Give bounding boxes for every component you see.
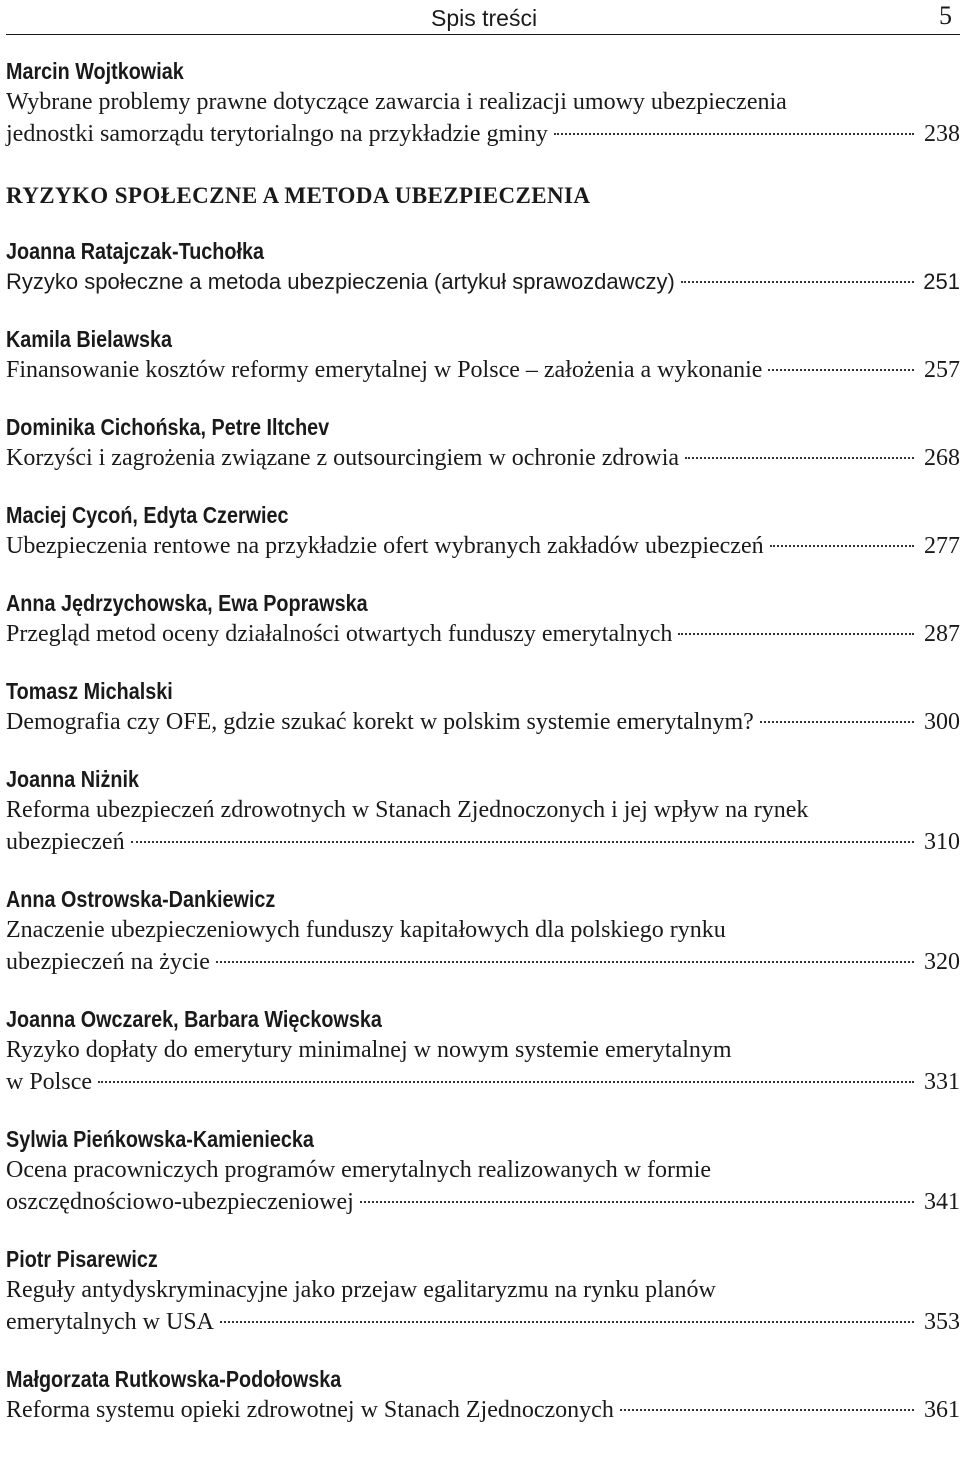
dot-leader: [360, 1201, 914, 1203]
entry-author: Joanna Niżnik: [6, 766, 140, 792]
entry-title-line: Demografia czy OFE, gdzie szukać korekt w polskim systemie emerytalnym?: [6, 709, 754, 735]
entry-title-line: Wybrane problemy prawne dotyczące zawarcia i realizacji umowy ubezpieczenia: [6, 89, 787, 115]
entry-title-line: w Polsce: [6, 1069, 92, 1095]
entry-title-line: oszczędnościowo-ubezpieczeniowej: [6, 1189, 354, 1215]
section-heading: RYZYKO SPOŁECZNE A METODA UBEZPIECZENIA: [6, 183, 591, 208]
entry-author: Kamila Bielawska: [6, 326, 173, 352]
entry-page-number: 238: [924, 121, 960, 147]
entry-title-line: jednostki samorządu terytorialngo na przykładzie gminy: [6, 121, 548, 147]
entry-title-line: Ocena pracowniczych programów emerytalnych realizowanych w formie: [6, 1157, 712, 1183]
dot-leader: [678, 633, 914, 635]
entry-title-line: emerytalnych w USA: [6, 1309, 214, 1335]
toc-entries: [6, 35, 960, 1426]
section-block: [6, 180, 960, 211]
entry-page-number: 341: [924, 1189, 960, 1215]
dot-leader: [620, 1409, 914, 1411]
entry-title-row: [6, 266, 960, 298]
entry-title-row: [6, 1394, 960, 1426]
dot-leader: [220, 1321, 914, 1323]
entry-author: Anna Jędrzychowska, Ewa Poprawska: [6, 590, 368, 616]
entry-title-line: Finansowanie kosztów reformy emerytalnej w Polsce – założenia a wykonanie: [6, 357, 763, 383]
entry-author: Marcin Wojtkowiak: [6, 58, 184, 84]
entry-title-row: [6, 1066, 960, 1098]
dot-leader: [685, 457, 914, 459]
entry-title-line: Przegląd metod oceny działalności otwartych funduszy emerytalnych: [6, 621, 673, 647]
entry-title-row: [6, 1306, 960, 1338]
toc-entry: [6, 676, 960, 738]
entry-author: Małgorzata Rutkowska-Podołowska: [6, 1366, 342, 1392]
toc-entry: [6, 500, 960, 562]
entry-title-row: [6, 1186, 960, 1218]
entry-title-row: [6, 618, 960, 650]
toc-entry: [6, 884, 960, 978]
entry-author: Dominika Cichońska, Petre Iltchev: [6, 414, 330, 440]
entry-page-number: 251: [923, 269, 960, 294]
toc-page: [6, 0, 960, 1452]
dot-leader: [770, 545, 914, 547]
entry-page-number: 320: [924, 949, 960, 975]
entry-page-number: 257: [924, 357, 960, 383]
toc-entry: [6, 764, 960, 858]
entry-title-line: ubezpieczeń na życie: [6, 949, 210, 975]
toc-entry: [6, 324, 960, 386]
entry-page-number: 331: [924, 1069, 960, 1095]
entry-page-number: 268: [924, 445, 960, 471]
toc-entry: [6, 412, 960, 474]
toc-entry: [6, 588, 960, 650]
dot-leader: [216, 961, 914, 963]
entry-author: Sylwia Pieńkowska-Kamieniecka: [6, 1126, 314, 1152]
dot-leader: [98, 1081, 914, 1083]
entry-page-number: 300: [924, 709, 960, 735]
entry-title-line: Ubezpieczenia rentowe na przykładzie ofert wybranych zakładów ubezpieczeń: [6, 533, 764, 559]
entry-author: Joanna Owczarek, Barbara Więckowska: [6, 1006, 382, 1032]
toc-entry: [6, 1244, 960, 1338]
dot-leader: [554, 133, 914, 135]
toc-entry: [6, 1364, 960, 1426]
entry-title-row: [6, 826, 960, 858]
entry-title-row: [6, 442, 960, 474]
page-header: [6, 0, 960, 35]
running-head-title: Spis treści: [431, 5, 538, 31]
running-head-page-number: 5: [939, 1, 952, 30]
entry-page-number: 310: [924, 829, 960, 855]
entry-title-row: [6, 530, 960, 562]
dot-leader: [681, 281, 914, 283]
entry-title-line: ubezpieczeń: [6, 829, 125, 855]
entry-author: Anna Ostrowska-Dankiewicz: [6, 886, 276, 912]
entry-title-line: Znaczenie ubezpieczeniowych funduszy kapitałowych dla polskiego rynku: [6, 917, 726, 943]
entry-title-row: [6, 706, 960, 738]
dot-leader: [768, 369, 914, 371]
entry-author: Tomasz Michalski: [6, 678, 173, 704]
toc-entry: [6, 236, 960, 298]
entry-title-line: Korzyści i zagrożenia związane z outsourcingiem w ochronie zdrowia: [6, 445, 680, 471]
entry-title-row: [6, 354, 960, 386]
entry-page-number: 353: [924, 1309, 960, 1335]
toc-entry: [6, 56, 960, 150]
entry-page-number: 287: [924, 621, 960, 647]
entry-author: Maciej Cycoń, Edyta Czerwiec: [6, 502, 289, 528]
dot-leader: [760, 721, 914, 723]
toc-entry: [6, 1004, 960, 1098]
dot-leader: [131, 841, 914, 843]
entry-title-line: Reforma ubezpieczeń zdrowotnych w Stanach Zjednoczonych i jej wpływ na rynek: [6, 797, 809, 823]
entry-author: Piotr Pisarewicz: [6, 1246, 158, 1272]
entry-title-row: [6, 118, 960, 150]
entry-title-line: Reforma systemu opieki zdrowotnej w Stanach Zjednoczonych: [6, 1397, 614, 1423]
entry-page-number: 361: [924, 1397, 960, 1423]
toc-entry: [6, 1124, 960, 1218]
entry-title-line: Ryzyko społeczne a metoda ubezpieczenia (artykuł sprawozdawczy): [6, 269, 675, 294]
entry-author: Joanna Ratajczak-Tuchołka: [6, 238, 264, 264]
entry-title-row: [6, 946, 960, 978]
entry-title-line: Ryzyko dopłaty do emerytury minimalnej w nowym systemie emerytalnym: [6, 1037, 732, 1063]
entry-page-number: 277: [924, 533, 960, 559]
entry-title-line: Reguły antydyskryminacyjne jako przejaw egalitaryzmu na rynku planów: [6, 1277, 716, 1303]
